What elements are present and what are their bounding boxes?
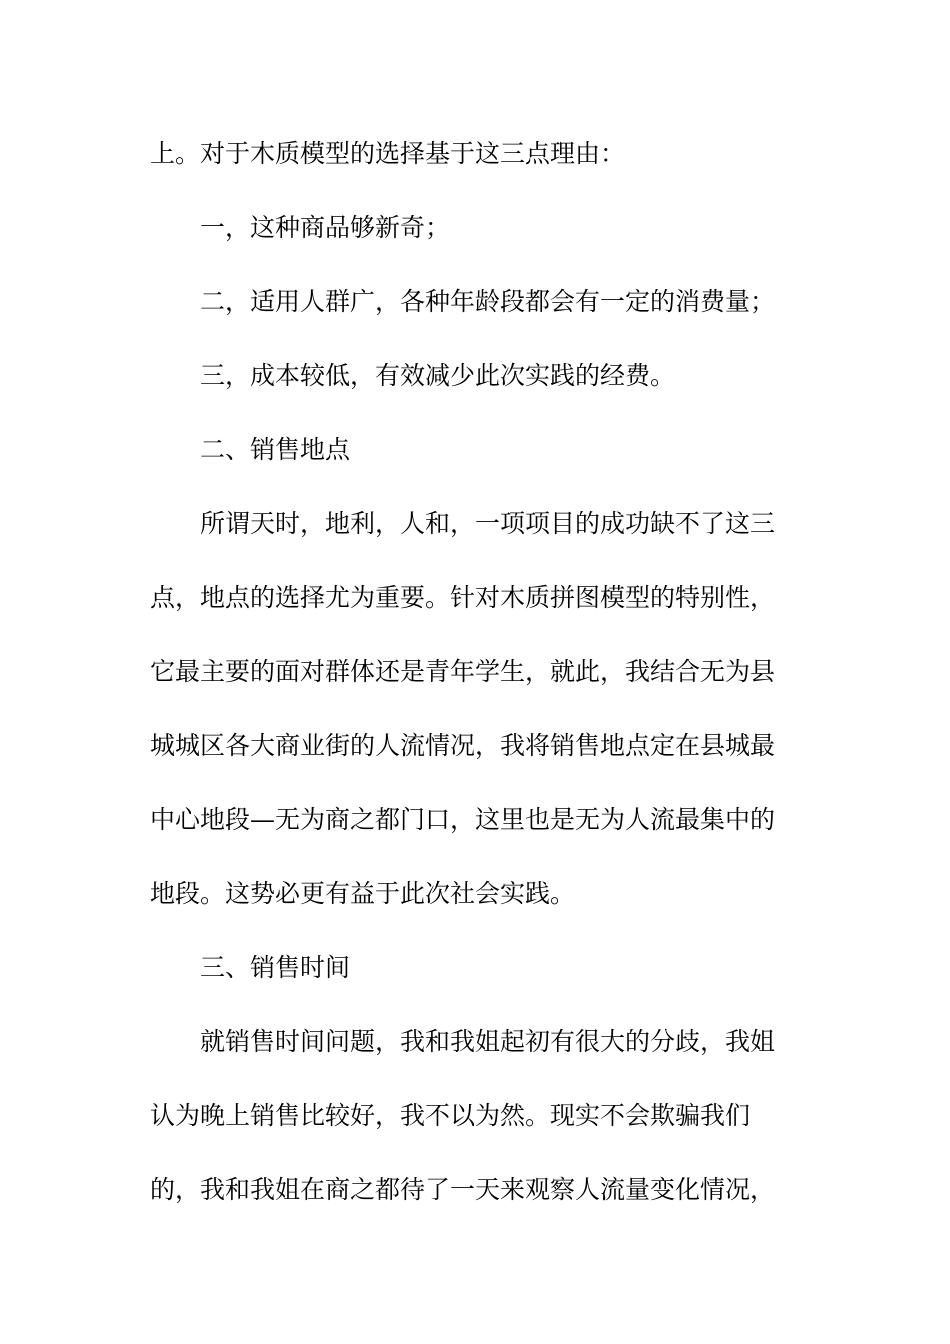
paragraph-line: 地段。这势必更有益于此次社会实践。 (150, 879, 576, 908)
document-body (150, 124, 810, 1234)
paragraph-line: 它最主要的面对群体还是青年学生，就此，我结合无为县 (150, 657, 776, 686)
list-item-line: 二，适用人群广，各种年龄段都会有一定的消费量； (200, 287, 776, 316)
section-heading: 二、销售地点 (200, 435, 351, 464)
section-heading: 三、销售时间 (200, 953, 351, 982)
paragraph-line: 点，地点的选择尤为重要。针对木质拼图模型的特别性， (150, 583, 776, 612)
paragraph-line: 就销售时间问题，我和我姐起初有很大的分歧，我姐 (200, 1027, 776, 1056)
list-item-line: 一，这种商品够新奇； (200, 213, 451, 242)
paragraph-line: 上。对于木质模型的选择基于这三点理由： (150, 139, 626, 168)
paragraph-line: 的，我和我姐在商之都待了一天来观察人流量变化情况， (150, 1175, 776, 1204)
paragraph-line: 所谓天时，地利，人和，一项项目的成功缺不了这三 (200, 509, 776, 538)
list-item-line: 三，成本较低，有效减少此次实践的经费。 (200, 361, 676, 390)
paragraph-line: 中心地段—无为商之都门口，这里也是无为人流最集中的 (150, 805, 776, 834)
paragraph-line: 城城区各大商业街的人流情况，我将销售地点定在县城最 (150, 731, 776, 760)
paragraph-line: 认为晚上销售比较好，我不以为然。现实不会欺骗我们 (150, 1101, 751, 1130)
